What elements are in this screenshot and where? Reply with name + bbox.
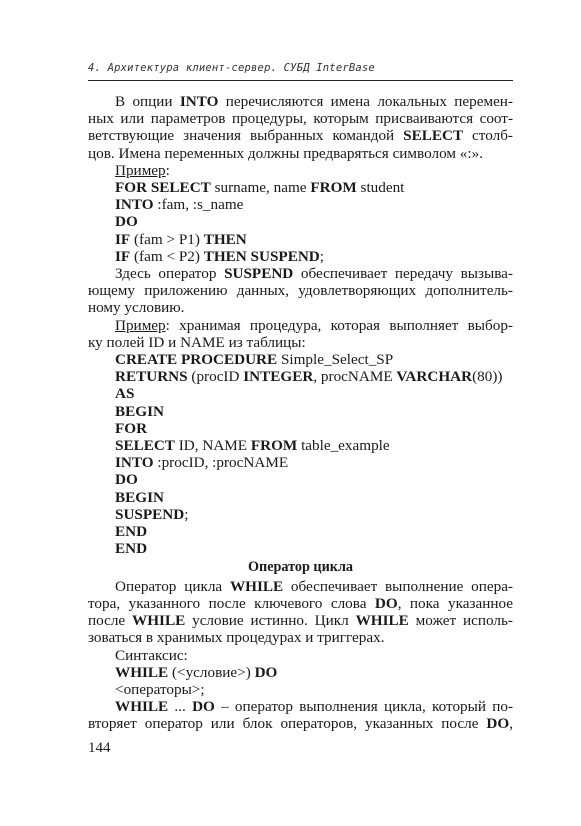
code-line: INTO :procID, :procNAME [115, 454, 289, 472]
code-line: INTO :fam, :s_name [115, 196, 244, 214]
code-line: DO [115, 213, 138, 231]
paragraph-into-line: ветствующие значения выбранных командой SELECT столб- [88, 127, 513, 145]
running-header: 4. Архитектура клиент-сервер. СУБД InterBase [88, 62, 375, 74]
paragraph-while-line: зоваться в хранимых процедурах и триггерах. [88, 629, 385, 647]
example-intro-line: ку полей ID и NAME из таблицы: [88, 333, 306, 351]
section-heading: Оператор цикла [247, 559, 353, 576]
example-intro-line: Пример: хранимая процедура, которая выполняет выбор- [115, 316, 513, 334]
code-line: SUSPEND; [115, 505, 189, 523]
code-line: AS [115, 385, 135, 403]
example-label: Пример: [115, 161, 170, 179]
syntax-line: <операторы>; [115, 680, 205, 698]
paragraph-while-do-line: вторяет оператор или блок операторов, указанных после DO, [88, 715, 513, 733]
code-line: END [115, 540, 148, 558]
paragraph-suspend-line: ному условию. [88, 299, 185, 317]
code-line: CREATE PROCEDURE Simple_Select_SP [115, 351, 394, 369]
header-rule [88, 80, 513, 81]
paragraph-while-line: Оператор цикла WHILE обеспечивает выполнение опера- [115, 577, 513, 595]
paragraph-while-do-line: WHILE ... DO – оператор выполнения цикла, который по- [115, 698, 514, 716]
code-line: FOR SELECT surname, name FROM student [115, 179, 405, 197]
syntax-line: WHILE (<условие>) DO [115, 663, 278, 681]
code-line: SELECT ID, NAME FROM table_example [115, 437, 390, 455]
paragraph-suspend-line: Здесь оператор SUSPEND обеспечивает передачу вызыва- [115, 265, 513, 283]
syntax-label: Синтаксис: [115, 646, 188, 664]
code-line: BEGIN [115, 402, 164, 420]
code-line: END [115, 523, 148, 541]
paragraph-suspend-line: ющему приложению данных, удовлетворяющих дополнитель- [88, 282, 513, 300]
code-line: FOR [115, 419, 148, 437]
code-line: IF (fam > P1) THEN [115, 230, 247, 248]
page-body [88, 93, 513, 733]
code-line: RETURNS (procID INTEGER, procNAME VARCHAR(80)) [115, 368, 503, 386]
page-number: 144 [88, 740, 111, 756]
paragraph-while-line: после WHILE условие истинно. Цикл WHILE может исполь- [88, 612, 513, 630]
code-line: IF (fam < P2) THEN SUSPEND; [115, 247, 324, 265]
code-line: BEGIN [115, 488, 164, 506]
paragraph-while-line: тора, указанного после ключевого слова DO, пока указанное [88, 594, 513, 612]
paragraph-into-line: ных или параметров процедуры, которым присваиваются соот- [88, 110, 513, 128]
code-line: DO [115, 471, 138, 489]
paragraph-into-line: В опции INTO перечисляются имена локальных перемен- [115, 93, 513, 110]
paragraph-into-line: цов. Имена переменных должны предваряться символом «:». [88, 144, 484, 162]
